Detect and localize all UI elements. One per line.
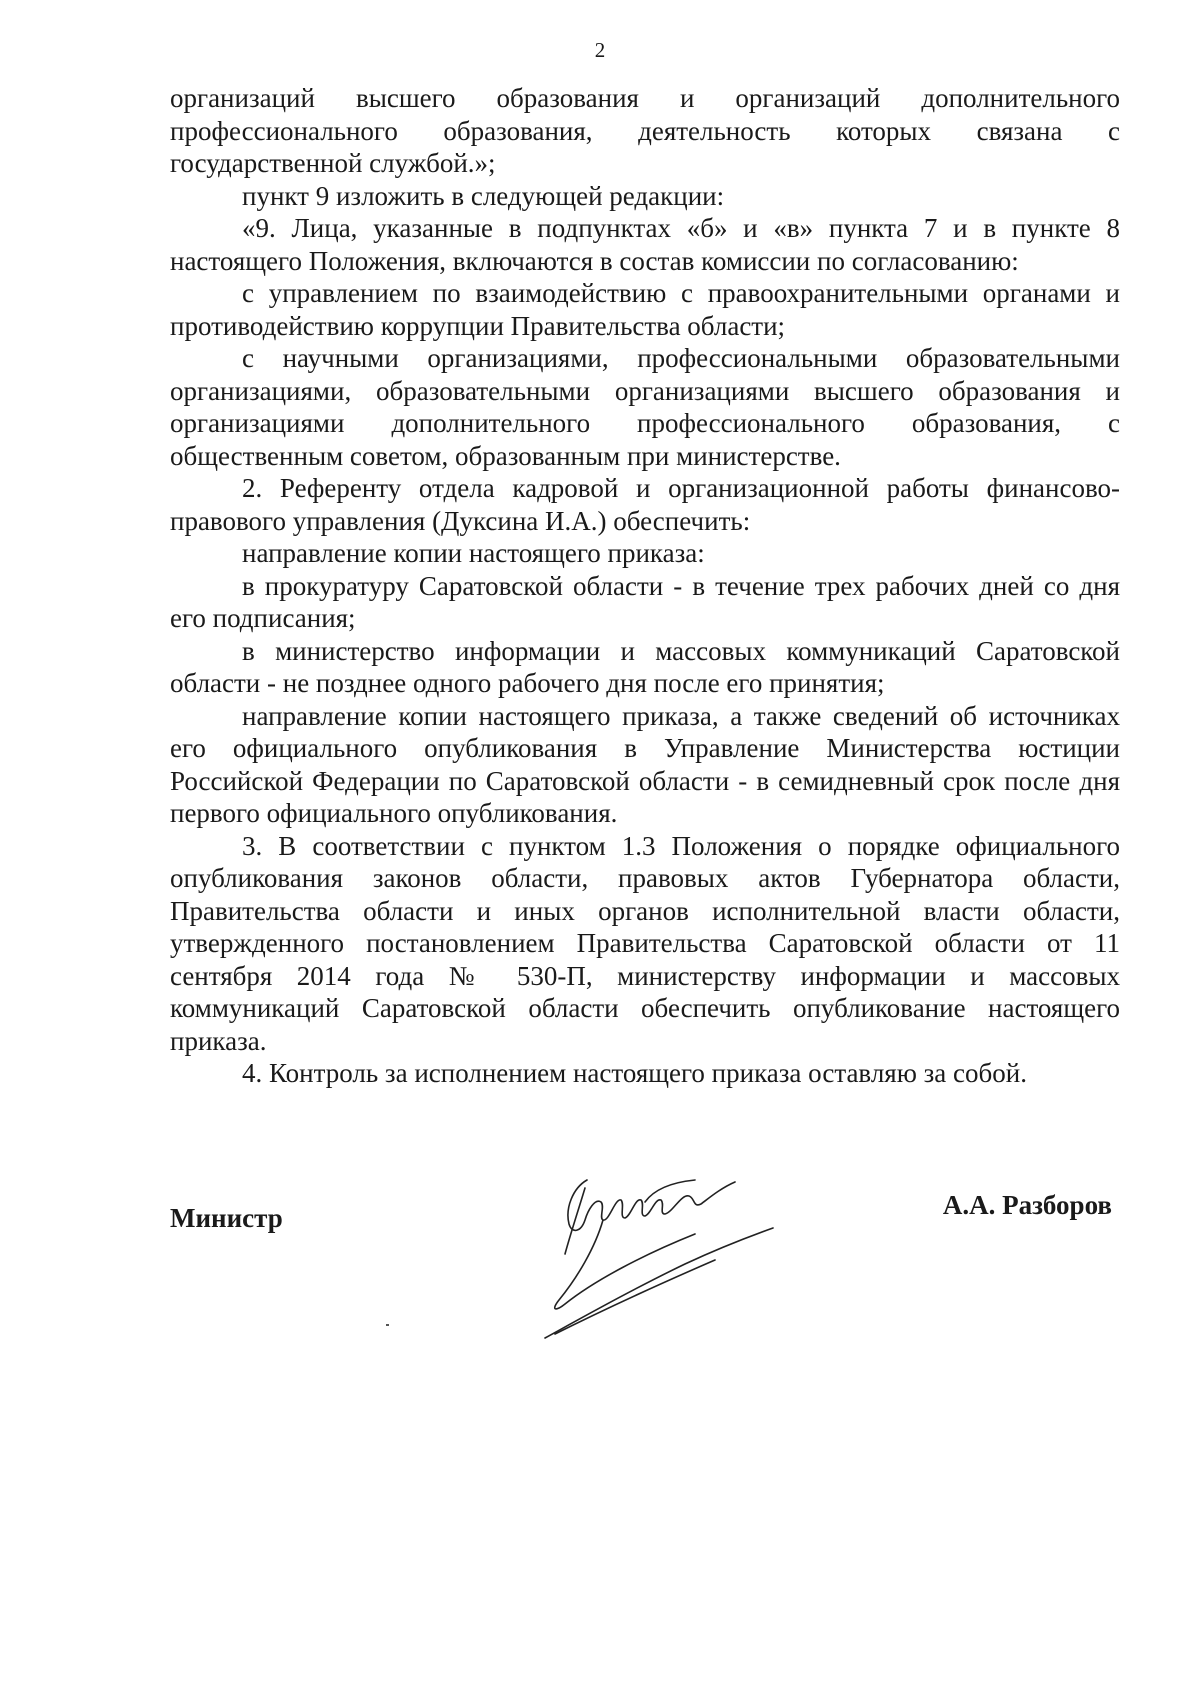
paragraph-continuation: организаций высшего образования и организаций дополнительного профессионального образования, деятельность которых связана с государственной службой.»; xyxy=(170,83,1120,178)
paragraph-section-3: 3. В соответствии с пунктом 1.3 Положения о порядке официального опубликования законов области, правовых актов Губернатора области, Правительства области и иных органов исполнительной власти области, утвержденного постановлением Правительства Саратовской области от 11 сентября 2014 года № 530-П, министерству информации и массовых коммуникаций Саратовской области обеспечить опубликование настоящего приказа. xyxy=(170,830,1120,1056)
paragraph-prosecutor: в прокуратуру Саратовской области - в течение трех рабочих дней со дня его подписания; xyxy=(170,570,1120,633)
paragraph-agreement-directorate: с управлением по взаимодействию с правоохранительными органами и противодействию коррупции Правительства области; xyxy=(170,278,1120,341)
paragraph-ministry-justice: направление копии настоящего приказа, а также сведений об источниках его официального опубликования в Управление Министерства юстиции Российской Федерации по Саратовской области - в семидневный срок после дня первого официального опубликования. xyxy=(170,700,1120,828)
signer-position: Министр xyxy=(170,1203,283,1233)
handwritten-signature xyxy=(525,1168,805,1348)
signer-name: А.А. Разборов xyxy=(942,1190,1112,1220)
paragraph-copy-direction: направление копии настоящего приказа: xyxy=(242,538,705,568)
paragraph-item-9-text: «9. Лица, указанные в подпунктах «б» и «в» пункта 7 и в пункте 8 настоящего Положения, включаются в состав комиссии по согласованию: xyxy=(170,213,1120,276)
paragraph-ministry-information: в министерство информации и массовых коммуникаций Саратовской области - не позднее одного рабочего дня после его принятия; xyxy=(170,635,1120,698)
paragraph-agreement-organizations: с научными организациями, профессиональными образовательными организациями, образовательными организациями высшего образования и организациями дополнительного профессионального образования, с общественным советом, образованным при министерстве. xyxy=(170,343,1120,471)
paragraph-section-2: 2. Референту отдела кадровой и организационной работы финансово-правового управления (Дуксина И.А.) обеспечить: xyxy=(170,473,1120,536)
scan-speck xyxy=(386,1324,389,1326)
page-number: 2 xyxy=(594,38,606,62)
paragraph-section-4: 4. Контроль за исполнением настоящего приказа оставляю за собой. xyxy=(242,1058,1027,1088)
paragraph-item-9-intro: пункт 9 изложить в следующей редакции: xyxy=(242,180,725,211)
document-body xyxy=(170,82,1120,1090)
